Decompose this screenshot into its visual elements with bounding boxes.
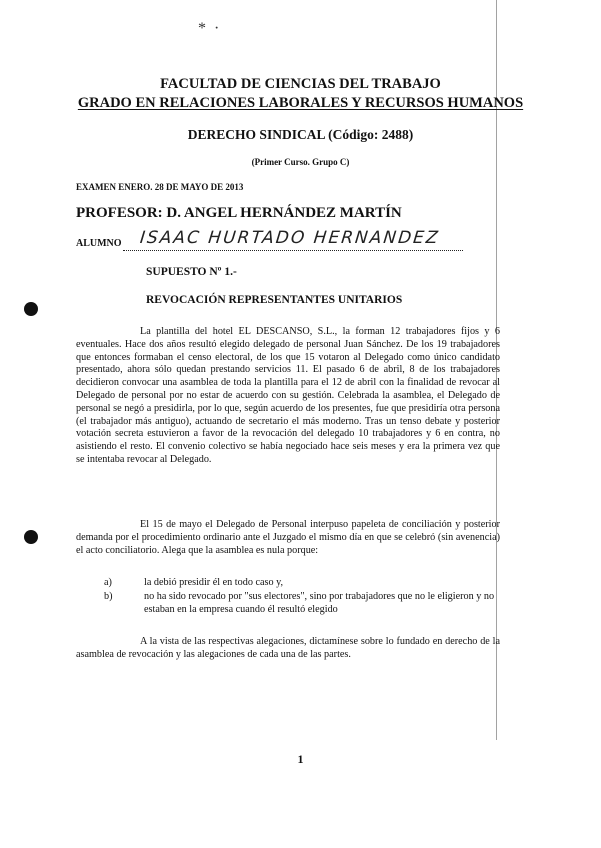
- page-number: 1: [297, 752, 304, 766]
- item-label: b): [104, 590, 113, 602]
- subject-title: DERECHO SINDICAL (Código: 2488): [187, 127, 414, 142]
- case-title: REVOCACIÓN REPRESENTANTES UNITARIOS: [146, 294, 403, 306]
- degree-title: GRADO EN RELACIONES LABORALES Y RECURSOS HUMANOS: [77, 95, 524, 111]
- scan-artifact: * ·: [198, 20, 222, 37]
- faculty-title: FACULTAD DE CIENCIAS DEL TRABAJO: [160, 76, 441, 92]
- case-question: [76, 636, 500, 662]
- item-text: no ha sido revocado por "sus electores", sino por trabajadores que no le eligieron y no estaban en la empresa cuando él resultó elegido: [144, 590, 495, 615]
- student-name-line: [123, 250, 463, 251]
- case-statement: [76, 326, 500, 467]
- list-item: [104, 590, 500, 617]
- list-item: [104, 576, 500, 590]
- allegations-list: [104, 576, 500, 617]
- paragraph-question: A la vista de las respectivas alegaciones, dictamínese sobre lo fundado en derecho de la asamblea de revocación y las alegaciones de cada una de las partes.: [76, 636, 500, 660]
- paragraph-claim: El 15 de mayo el Delegado de Personal interpuso papeleta de conciliación y posterior demanda por el procedimiento ordinario ante el Juzgado el mismo día en que se celebró (sin avenencia) el acto conciliatorio. Alega que la asamblea es nula porque:: [76, 519, 500, 556]
- student-label: ALUMNO: [76, 238, 122, 249]
- item-label: a): [104, 577, 112, 588]
- case-number: SUPUESTO Nº 1.-: [146, 266, 237, 278]
- paragraph-facts: La plantilla del hotel EL DESCANSO, S.L., la forman 12 trabajadores fijos y 6 eventuales. Hace dos años resultó elegido delegado de personal Juan Sánchez. De los 19 trabajadores que entonces formaban el censo electoral, de los que 15 votaron al Delegado como único candidato presentado, ahora sólo quedan prestando servicios 11. El pasado 6 de abril, 8 de los trabajadores decidieron convocar una asamblea de toda la plantilla para el 12 de abril con la finalidad de revocar al Delegado de personal por no estar de acuerdo con su gestión. Celebrada la asamblea, el Delegado de personal se negó a presidirla, por lo que, según acuerdo de los presentes, fue que presidiría otra persona (el trabajador más antiguo), actuando de secretario el más moderno. Tras un tenso debate y posterior votación secreta estuvieron a favor de la revocación del delegado 10 trabajadores y 6 en contra, no asistiendo el resto. El convenio colectivo se había negociado hace seis meses y era la primera vez que se intentaba revocar al Delegado.: [76, 326, 500, 465]
- punch-hole-top: [24, 302, 38, 316]
- professor-name: PROFESOR: D. ANGEL HERNÁNDEZ MARTÍN: [76, 205, 402, 221]
- case-claim: [76, 519, 500, 557]
- punch-hole-middle: [24, 530, 38, 544]
- course-group: (Primer Curso. Grupo C): [251, 157, 350, 167]
- student-handwritten-name: ISAAC HURTADO HERNANDEZ: [138, 228, 441, 248]
- item-text: la debió presidir él en todo caso y,: [144, 577, 284, 588]
- exam-date: EXAMEN ENERO. 28 DE MAYO DE 2013: [76, 182, 244, 192]
